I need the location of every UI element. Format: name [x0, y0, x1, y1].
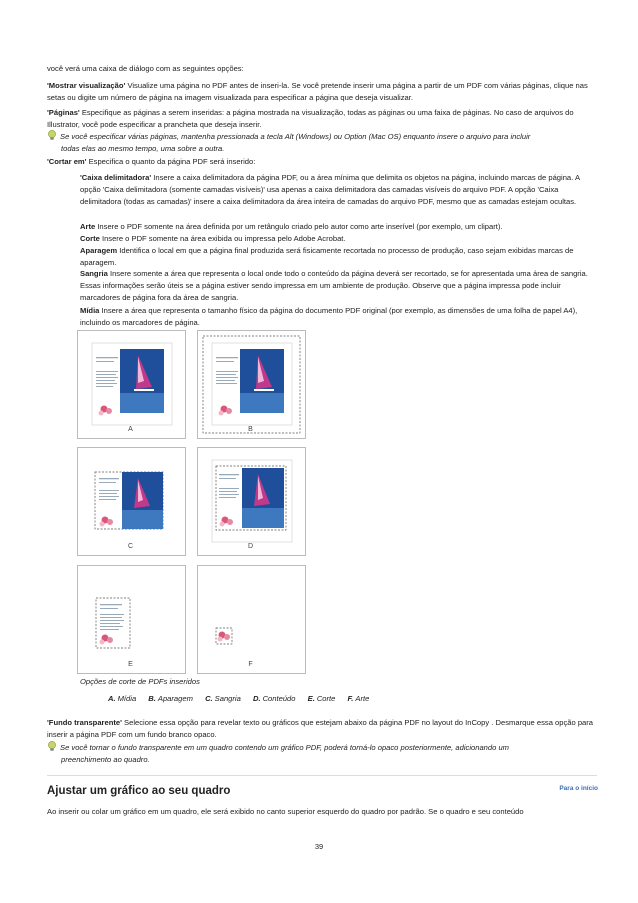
- brochure-thumbnail: [78, 331, 185, 438]
- figure-panel-d: [197, 447, 306, 556]
- legend-letter: D.: [252, 694, 261, 703]
- page-number: 39: [314, 842, 324, 851]
- crop-option-term: Sangria: [80, 269, 108, 278]
- legend-letter: B.: [148, 694, 156, 703]
- legend-letter: A.: [108, 694, 116, 703]
- figure-panel-c: [77, 447, 186, 556]
- tip-line-2: todas elas ao mesmo tempo, uma sobre a outra.: [61, 143, 225, 153]
- intro-text: você verá uma caixa de diálogo com as seguintes opções:: [47, 64, 244, 73]
- option-mostrar-visualizacao: [47, 80, 599, 104]
- tip-line-1: Se você especificar várias páginas, mantenha pressionada a tecla Alt (Windows) ou Option (Mac OS) enquanto insere o arquivo para incluir: [60, 132, 531, 141]
- brochure-thumbnail: [198, 331, 305, 438]
- legend-name: Mídia: [117, 694, 137, 703]
- option-term: 'Páginas': [47, 108, 80, 117]
- crop-option-text: Insere a área que representa o tamanho físico da página do documento PDF original (por exemplo, as dimensões de uma folha de papel A4), incluindo os marcadores de página.: [80, 306, 578, 327]
- legend-letter: F.: [347, 694, 354, 703]
- crop-option-text: Insere a caixa delimitadora da página PDF, ou a área mínima que delimita os objetos na página, incluindo marcas de página. A opção 'Caixa delimitadora (somente camadas visíveis)' usa apenas a caixa delimitadora das camadas visíveis do arquivo PDF. A opção 'Caixa delimitadora (todas as camadas)' insere a caixa delimitadora da área inteira de camadas do arquivo PDF, mesmo que as camadas estejam ocultas.: [80, 173, 580, 206]
- lightbulb-icon: [47, 130, 57, 141]
- crop-option-term: Arte: [80, 222, 96, 231]
- crop-option-midia: [80, 305, 601, 329]
- crop-option-arte: [80, 221, 601, 233]
- lightbulb-icon: [47, 741, 57, 752]
- section-divider: [47, 775, 597, 776]
- figure-panel-f: [197, 565, 306, 674]
- crop-option-sangria: [80, 268, 601, 303]
- option-cortar-em: [47, 156, 599, 168]
- option-description: Selecione essa opção para revelar texto ou gráficos que estejam abaixo da página PDF no layout do InCopy . Desmarque essa opção para inserir a página PDF com um fundo branco opaco.: [47, 718, 594, 739]
- crop-option-aparagem: [80, 245, 601, 269]
- crop-option-corte: [80, 233, 601, 245]
- figure-panel-b: [197, 330, 306, 439]
- brochure-thumbnail: [78, 448, 185, 555]
- option-description: Especifique as páginas a serem inseridas: a página mostrada na visualização, todas as páginas ou uma faixa de páginas. No caso de arquivos do Illustrator, você pode especificar a prancheta que deseja inserir.: [47, 108, 574, 129]
- figure-panel-e: [77, 565, 186, 674]
- body-paragraph: Ao inserir ou colar um gráfico em um quadro, ele será exibido no canto superior esquerdo do quadro por padrão. Se o quadro e seu conteúdo: [47, 807, 524, 816]
- figure-label-d: D: [247, 543, 254, 550]
- crop-option-caixa: [80, 172, 601, 207]
- section-heading: Ajustar um gráfico ao seu quadro: [47, 785, 231, 797]
- crop-option-text: Insere somente a área que representa o local onde todo o conteúdo da página deverá ser recortado, se for apresentada uma área de sangria. Essas informações serão úteis se a página estiver sendo impressa em um ambiente de produção. Observe que a página impressa pode incluir marcadores de página fora da área de sangria.: [80, 269, 588, 302]
- crop-option-term: Mídia: [80, 306, 100, 315]
- crop-option-term: 'Caixa delimitadora': [80, 173, 152, 182]
- tip-line-2: preenchimento ao quadro.: [61, 754, 150, 764]
- legend-name: Aparagem: [157, 694, 193, 703]
- text-block-thumbnail: [78, 566, 185, 673]
- legend-name: Conteúdo: [262, 694, 296, 703]
- option-term: 'Mostrar visualização': [47, 81, 126, 90]
- option-paginas: [47, 107, 599, 131]
- crop-option-text: Identifica o local em que a página final produzida será fisicamente recortada no processo de produção, caso sejam exibidas marcas de aparagem.: [80, 246, 574, 267]
- legend-letter: E.: [307, 694, 315, 703]
- legend-name: Corte: [316, 694, 336, 703]
- flower-art-thumbnail: [198, 566, 305, 673]
- option-description: Especifica o quanto da página PDF será inserido:: [86, 157, 256, 166]
- crop-option-text: Insere o PDF somente na área definida por um retângulo criado pelo autor como arte inserível (por exemplo, um clipart).: [95, 222, 503, 231]
- figure-caption: Opções de corte de PDFs inseridos: [80, 677, 200, 686]
- back-to-top-link[interactable]: Para o início: [559, 785, 598, 792]
- crop-option-term: Aparagem: [80, 246, 118, 255]
- figure-panel-a: [77, 330, 186, 439]
- tip-line-1: Se você tornar o fundo transparente em um quadro contendo um gráfico PDF, poderá torná-lo opaco posteriormente, adicionando um: [60, 743, 510, 752]
- option-term: 'Fundo transparente': [47, 718, 122, 727]
- legend-name: Arte: [355, 694, 370, 703]
- legend-letter: C.: [205, 694, 213, 703]
- figure-label-a: A: [128, 426, 133, 433]
- crop-option-term: Corte: [80, 234, 100, 243]
- crop-option-text: Insere o PDF somente na área exibida ou impressa pelo Adobe Acrobat.: [99, 234, 346, 243]
- tip-note: [47, 741, 607, 766]
- figure-legend: [108, 693, 379, 705]
- legend-name: Sangria: [214, 694, 241, 703]
- figure-label-e: E: [128, 661, 133, 668]
- figure-label-f: F: [248, 661, 253, 668]
- option-description: Visualize uma página no PDF antes de inseri-la. Se você pretende inserir uma página a partir de um PDF com várias páginas, clique nas setas ou digite um número de página na imagem visualizada para especificar a página que deseja visualizar.: [47, 81, 588, 102]
- brochure-thumbnail: [198, 448, 305, 555]
- option-fundo-transparente: [47, 717, 599, 741]
- tip-note: [47, 130, 607, 155]
- option-term: 'Cortar em': [47, 157, 87, 166]
- figure-label-c: C: [127, 543, 134, 550]
- figure-label-b: B: [248, 426, 253, 433]
